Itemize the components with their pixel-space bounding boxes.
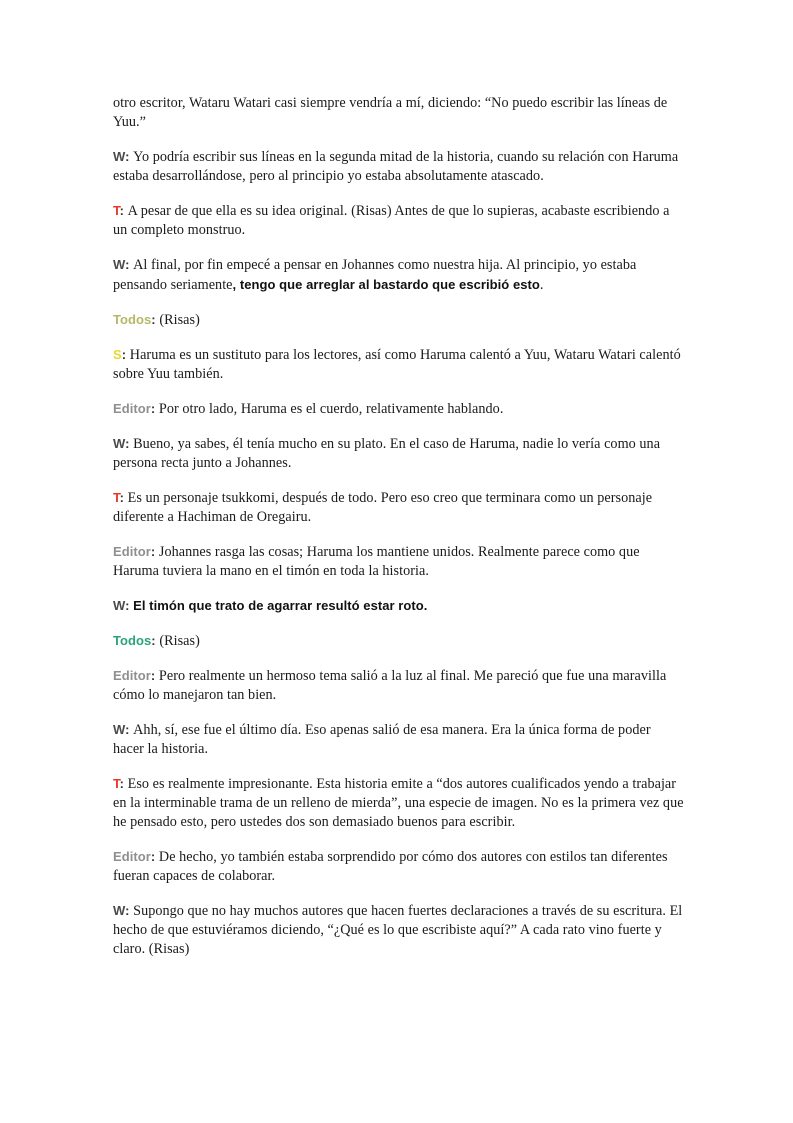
dialogue-paragraph [113,434,685,473]
paragraph-text: (Risas) [159,633,200,649]
speaker-label: T [113,203,120,218]
paragraph-text: Haruma es un sustituto para los lectores, así como Haruma calentó a Yuu, Wataru Watari calentó sobre Yuu también. [113,347,681,382]
paragraph-text: Johannes rasga las cosas; Haruma los mantiene unidos. Realmente parece como que Haruma tuviera la mano en el timón en toda la historia. [113,544,640,579]
paragraph-text: Bueno, ya sabes, él tenía mucho en su plato. En el caso de Haruma, nadie lo vería como una persona recta junto a Johannes. [113,436,661,471]
speaker-label: W [113,257,126,272]
speaker-colon: : [151,312,160,327]
paragraph-text: Por otro lado, Haruma es el cuerdo, relativamente hablando. [158,401,504,417]
dialogue-paragraph [113,631,685,651]
speaker-label: W [113,598,126,613]
speaker-label: W [113,903,126,918]
paragraph-text: Supongo que no hay muchos autores que hacen fuertes declaraciones a través de su escritura. El hecho de que estuviéramos diciendo, “¿Qué es lo que escribiste aquí?” A cada rato vino fuerte y claro. (Risas) [113,903,683,957]
paragraph-text: A pesar de que ella es su idea original. (Risas) Antes de que lo supieras, acabaste escribiendo a un completo monstruo. [113,203,670,238]
speaker-label: Todos [113,633,152,648]
speaker-colon: : [150,401,159,416]
dialogue-paragraph [113,542,685,581]
emphasis-text: El timón que trato de agarrar resultó estar roto. [133,598,428,613]
speaker-colon: : [119,490,128,505]
paragraph-text: (Risas) [159,312,200,328]
paragraph-text: Al final, por fin empecé a pensar en Johannes como nuestra hija. Al principio, yo estaba pensando seriamente [113,257,637,293]
dialogue-paragraph [113,255,685,295]
paragraph-text: Ahh, sí, ese fue el último día. Eso apenas salió de esa manera. Era la única forma de poder hacer la historia. [113,722,651,757]
dialogue-paragraph [113,310,685,330]
paragraph-text: De hecho, yo también estaba sorprendido por cómo dos autores con estilos tan diferentes fueran capaces de colaborar. [113,849,668,884]
paragraph-text: otro escritor, Wataru Watari casi siempre vendría a mí, diciendo: “No puedo escribir las líneas de Yuu.” [113,95,668,130]
dialogue-paragraph [113,847,685,886]
dialogue-paragraph [113,774,685,832]
speaker-label: Editor [113,668,151,683]
speaker-colon: : [125,257,134,272]
speaker-colon: : [119,203,128,218]
speaker-label: T [113,776,120,791]
dialogue-paragraph [113,488,685,527]
dialogue-paragraph [113,147,685,186]
paragraph-text: Yo podría escribir sus líneas en la segunda mitad de la historia, cuando su relación con Haruma estaba desarrollándose, pero al principio yo estaba absolutamente atascado. [113,149,679,184]
dialogue-paragraph [113,201,685,240]
speaker-label: Editor [113,401,151,416]
paragraph-text: Es un personaje tsukkomi, después de todo. Pero eso creo que terminara como un personaje diferente a Hachiman de Oregairu. [113,490,653,525]
speaker-colon: : [121,347,130,362]
paragraph-tail: . [539,277,544,293]
dialogue-paragraph [113,720,685,759]
dialogue-paragraph [113,399,685,419]
speaker-colon: : [125,436,134,451]
speaker-label: S [113,347,122,362]
dialogue-paragraph [113,345,685,384]
speaker-colon: : [125,149,134,164]
speaker-colon: : [125,722,134,737]
speaker-colon: : [150,668,159,683]
paragraph-text: Eso es realmente impresionante. Esta historia emite a “dos autores cualificados yendo a trabajar en la interminable trama de un relleno de mierda”, una especie de imagen. No es la primera vez que he pensado esto, pero ustedes dos son demasiado buenos para escribir. [113,776,684,830]
emphasis-text: , tengo que arreglar al bastardo que escribió esto [232,277,540,292]
dialogue-paragraph [113,901,685,959]
dialogue-paragraph [113,94,685,132]
speaker-label: Editor [113,544,151,559]
speaker-label: Editor [113,849,151,864]
speaker-colon: : [150,849,159,864]
speaker-label: T [113,490,120,505]
speaker-colon: : [150,544,159,559]
dialogue-paragraph [113,666,685,705]
speaker-label: W [113,722,126,737]
speaker-label: Todos [113,312,152,327]
speaker-colon: : [125,903,134,918]
speaker-label: W [113,436,126,451]
paragraph-text: Pero realmente un hermoso tema salió a la luz al final. Me pareció que fue una maravilla cómo lo manejaron tan bien. [113,668,667,703]
dialogue-paragraph [113,596,685,616]
speaker-label: W [113,149,126,164]
speaker-colon: : [125,598,134,613]
speaker-colon: : [119,776,128,791]
document-body [113,94,685,974]
speaker-colon: : [151,633,160,648]
